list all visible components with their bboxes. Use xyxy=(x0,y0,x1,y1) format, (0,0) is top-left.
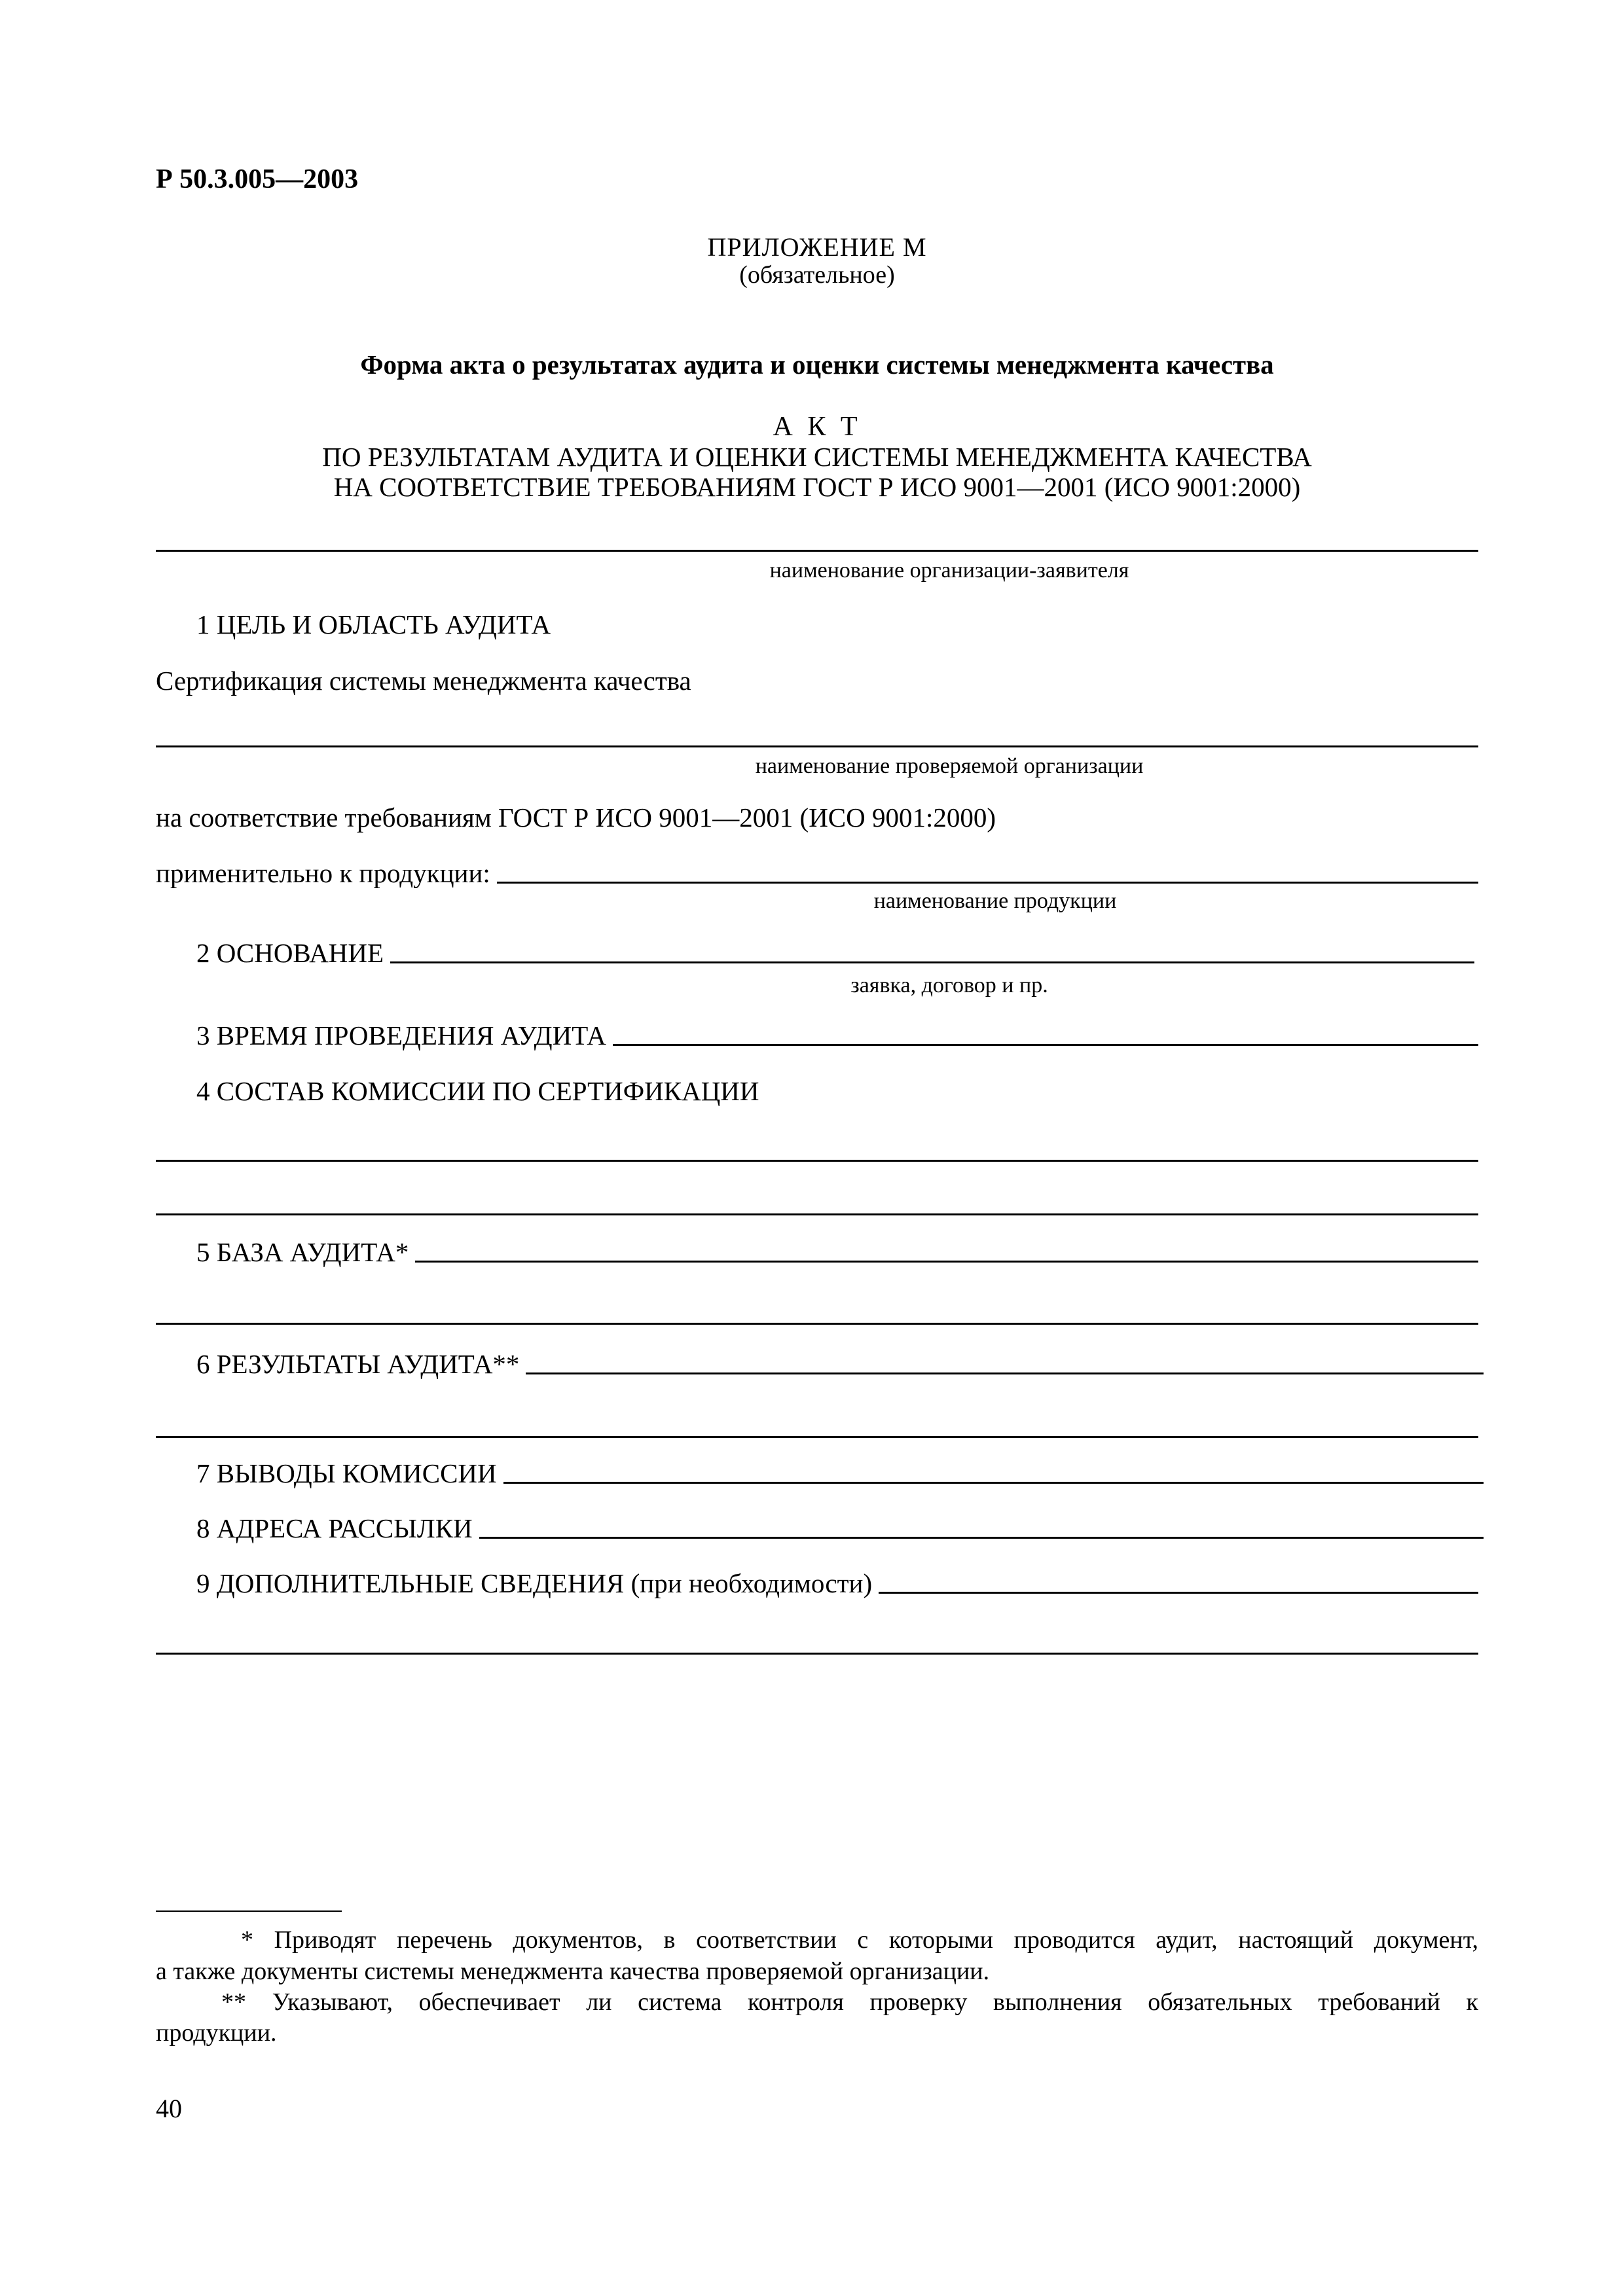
product-row xyxy=(156,857,1478,889)
audit-results-field-2[interactable] xyxy=(156,1436,1478,1438)
form-title: Форма акта о результатах аудита и оценки системы менеджмента качества xyxy=(360,350,1274,380)
basis-caption: заявка, договор и пр. xyxy=(850,973,1048,997)
commission-field-2[interactable] xyxy=(156,1213,1478,1215)
section-8-heading: 8 АДРЕСА РАССЫЛКИ xyxy=(196,1513,473,1543)
section-2-heading: 2 ОСНОВАНИЕ xyxy=(196,938,384,968)
commission-field-1[interactable] xyxy=(156,1160,1478,1162)
conformity-text: на соответствие требованиям ГОСТ Р ИСО 9001—2001 (ИСО 9001:2000) xyxy=(156,802,996,833)
section-1-heading: 1 ЦЕЛЬ И ОБЛАСТЬ АУДИТА xyxy=(196,609,551,639)
section-5-row xyxy=(196,1236,1478,1268)
document-code: Р 50.3.005—2003 xyxy=(156,164,359,194)
section-3-row xyxy=(196,1020,1478,1051)
section-1-text: Сертификация системы менеджмента качества xyxy=(156,666,691,696)
applicant-caption: наименование организации-заявителя xyxy=(769,558,1129,583)
product-label: применительно к продукции: xyxy=(156,858,490,888)
footnote-2-line-2: продукции. xyxy=(156,2019,277,2047)
product-field[interactable] xyxy=(497,882,1478,884)
section-6-row xyxy=(196,1348,1484,1380)
act-title-line-2: НА СООТВЕТСТВИЕ ТРЕБОВАНИЯМ ГОСТ Р ИСО 9001—2001 (ИСО 9001:2000) xyxy=(333,472,1301,502)
conclusions-field[interactable] xyxy=(503,1482,1484,1484)
footnote-1-line-2: а также документы системы менеджмента качества проверяемой организации. xyxy=(156,1958,990,1985)
section-7-heading: 7 ВЫВОДЫ КОМИССИИ xyxy=(196,1458,497,1488)
section-2-row xyxy=(196,937,1474,969)
section-5-heading: 5 БАЗА АУДИТА* xyxy=(196,1237,409,1267)
additional-info-field-2[interactable] xyxy=(156,1653,1478,1655)
section-8-row xyxy=(196,1513,1484,1544)
act-title-line-1: ПО РЕЗУЛЬТАТАМ АУДИТА И ОЦЕНКИ СИСТЕМЫ МЕНЕДЖМЕНТА КАЧЕСТВА xyxy=(322,442,1312,472)
page-number: 40 xyxy=(156,2094,182,2123)
audited-org-field[interactable] xyxy=(156,745,1478,747)
basis-field[interactable] xyxy=(390,961,1474,963)
annex-title: ПРИЛОЖЕНИЕ М xyxy=(707,232,927,262)
product-caption: наименование продукции xyxy=(873,889,1117,913)
additional-info-field[interactable] xyxy=(879,1592,1478,1594)
audit-basis-field[interactable] xyxy=(415,1261,1478,1263)
footnote-rule xyxy=(156,1910,342,1912)
annex-subtitle: (обязательное) xyxy=(739,261,895,289)
section-9-heading: 9 ДОПОЛНИТЕЛЬНЫЕ СВЕДЕНИЯ (при необходимости) xyxy=(196,1568,873,1598)
footnote-1-line-1: * Приводят перечень документов, в соответствии с которыми проводится аудит, настоящий документ, xyxy=(241,1926,1478,1954)
section-7-row xyxy=(196,1458,1484,1489)
audit-results-field[interactable] xyxy=(526,1372,1484,1374)
act-heading: А К Т xyxy=(773,412,862,442)
section-3-heading: 3 ВРЕМЯ ПРОВЕДЕНИЯ АУДИТА xyxy=(196,1020,606,1050)
section-6-heading: 6 РЕЗУЛЬТАТЫ АУДИТА** xyxy=(196,1349,520,1379)
applicant-name-field[interactable] xyxy=(156,550,1478,552)
section-9-row xyxy=(196,1568,1478,1599)
mailing-field[interactable] xyxy=(479,1537,1484,1539)
audit-time-field[interactable] xyxy=(613,1044,1478,1046)
section-4-heading: 4 СОСТАВ КОМИССИИ ПО СЕРТИФИКАЦИИ xyxy=(196,1076,759,1106)
audit-basis-field-2[interactable] xyxy=(156,1323,1478,1325)
footnote-2-line-1: ** Указывают, обеспечивает ли система контроля проверку выполнения обязательных требований к xyxy=(221,1988,1478,2016)
audited-org-caption: наименование проверяемой организации xyxy=(755,754,1144,778)
